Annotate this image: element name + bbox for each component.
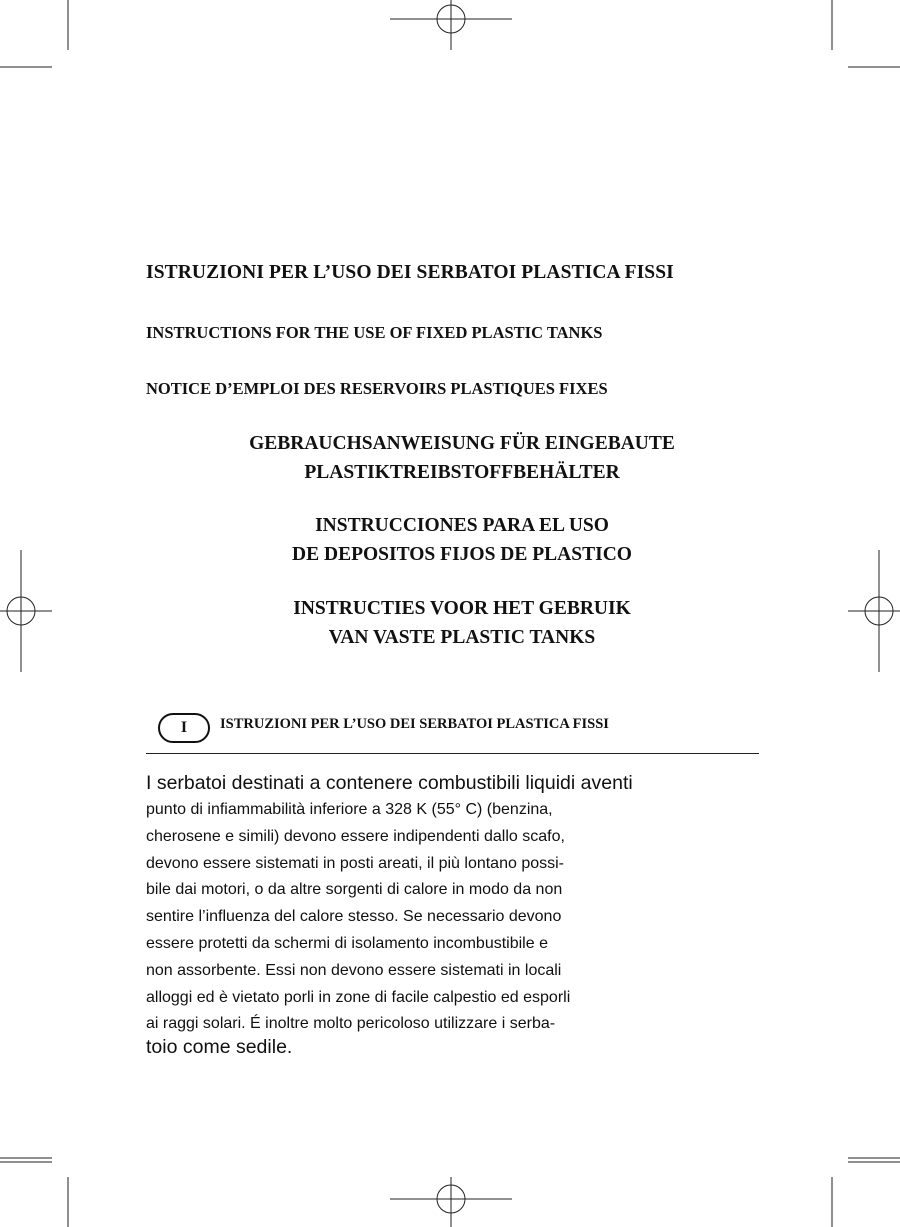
title-spanish-line-2: DE DEPOSITOS FIJOS DE PLASTICO [292,544,632,565]
title-dutch [146,594,778,652]
title-french: NOTICE D’EMPLOI DES RESERVOIRS PLASTIQUES FIXES [146,379,608,398]
body-line: ai raggi solari. É inoltre molto pericoloso utilizzare i serba- [146,1015,556,1033]
language-badge: I [158,713,210,743]
body-text [146,770,786,1058]
title-spanish-line-1: INSTRUCCIONES PARA EL USO [315,515,609,536]
body-line: alloggi ed è vietato porli in zone di facile calpestio ed esporli [146,988,571,1006]
body-line: punto di infiammabilità inferiore a 328 K (55° C) (benzina, [146,801,553,818]
body-line: bile dai motori, o da altre sorgenti di calore in modo da non [146,881,563,899]
body-line: cherosene e simili) devono essere indipendenti dallo scafo, [146,827,565,845]
title-italian: ISTRUZIONI PER L’USO DEI SERBATOI PLASTICA FISSI [146,262,674,283]
section-title: ISTRUZIONI PER L’USO DEI SERBATOI PLASTICA FISSI [220,716,609,732]
title-german-line-2: PLASTIKTREIBSTOFFBEHÄLTER [304,462,620,483]
registration-mark-bottom [390,1177,512,1227]
section-divider [146,753,759,754]
registration-mark-left [0,550,52,672]
body-line: essere protetti da schermi di isolamento incombustibile e [146,934,548,952]
registration-mark-right [848,550,900,672]
title-spanish [146,511,778,569]
title-english: INSTRUCTIONS FOR THE USE OF FIXED PLASTIC TANKS [146,323,603,342]
registration-mark-top [390,0,512,50]
title-german [146,429,778,487]
title-dutch-line-1: INSTRUCTIES VOOR HET GEBRUIK [293,598,631,619]
title-german-line-1: GEBRAUCHSANWEISUNG FÜR EINGEBAUTE [249,433,675,454]
body-last-line: toio come sedile. [146,1036,293,1059]
body-lead-line: I serbatoi destinati a contenere combustibili liquidi aventi [146,772,633,794]
body-line: sentire l’influenza del calore stesso. Se necessario devono [146,908,562,926]
title-dutch-line-2: VAN VASTE PLASTIC TANKS [328,627,596,648]
body-line: non assorbente. Essi non devono essere sistemati in locali [146,961,562,979]
body-line: devono essere sistemati in posti areati, il più lontano possi- [146,854,564,872]
